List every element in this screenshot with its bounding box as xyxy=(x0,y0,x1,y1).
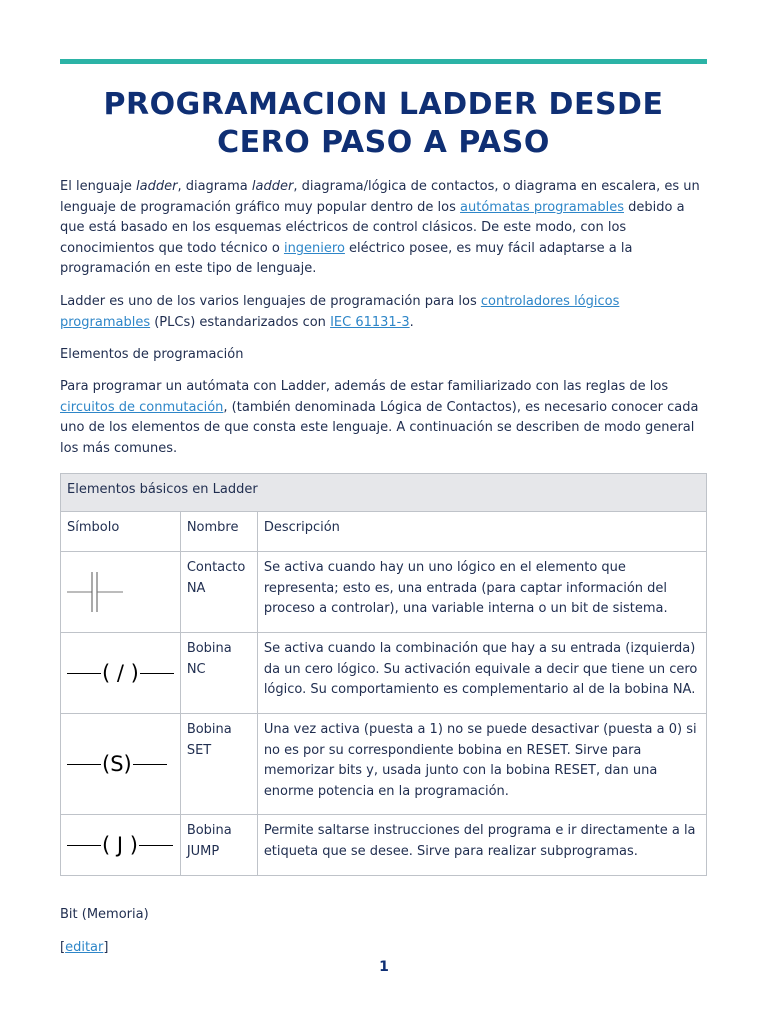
intro-italic-1: ladder xyxy=(136,179,178,194)
header-simbolo: Símbolo xyxy=(61,512,181,552)
coil-set-glyph: (S) xyxy=(102,751,132,776)
ladder-elements-table xyxy=(60,473,707,876)
page-number: 1 xyxy=(379,959,389,975)
intro-text-1: El lenguaje xyxy=(60,179,137,194)
top-accent-rule xyxy=(60,59,707,64)
wire-right xyxy=(139,845,173,846)
header-nombre: Nombre xyxy=(180,512,257,552)
element-name: Contacto NA xyxy=(180,552,257,633)
programming-text-2: , (también denominada Lógica de Contactos), es necesario conocer cada uno de los elementos de que consta este lenguaje. A continuación se describen de modo general los más comunes. xyxy=(60,399,699,456)
intro-text-4: debido a que está basado en los esquemas eléctricos de control clásicos. De este modo, con los conocimientos que todo técnico o xyxy=(60,199,685,256)
plc-text-1: Ladder es uno de los varios lenguajes de programación para los xyxy=(60,294,481,309)
coil-set-symbol xyxy=(67,751,174,776)
element-description: Una vez activa (puesta a 1) no se puede desactivar (puesta a 0) si no es por su correspondiente bobina en RESET. Sirve para memorizar bits y, usada junto con la bobina RESET, dan una enorme potencia en la programación. xyxy=(257,714,706,815)
coil-nc-glyph: ( / ) xyxy=(102,660,139,685)
wire-right xyxy=(133,764,167,765)
wire-right xyxy=(140,673,174,674)
element-description: Se activa cuando la combinación que hay a su entrada (izquierda) da un cero lógico. Su activación equivale a decir que tiene un cero lógico. Su comportamiento es complementario al de la bobina NA. xyxy=(257,633,706,714)
plc-text-2: (PLCs) estandarizados con xyxy=(150,314,331,330)
programming-paragraph xyxy=(60,377,707,459)
intro-text-2: , diagrama xyxy=(177,179,252,194)
symbol-cell xyxy=(61,552,181,633)
intro-italic-2: ladder xyxy=(251,179,294,194)
elements-heading: Elementos de programación xyxy=(60,347,244,362)
table-header-row xyxy=(61,512,707,552)
table-row xyxy=(61,714,707,815)
link-automatas-programables[interactable]: autómatas programables xyxy=(460,199,624,215)
page-title: PROGRAMACION LADDER DESDE CERO PASO A PASO xyxy=(103,87,664,160)
edit-link[interactable]: editar xyxy=(65,940,104,955)
edit-bracket-open: [ xyxy=(60,940,66,955)
plc-text-3: . xyxy=(409,314,414,330)
table-row xyxy=(61,633,707,714)
table-caption-row xyxy=(61,474,707,512)
coil-jump-symbol xyxy=(67,832,174,857)
edit-section xyxy=(60,938,707,959)
symbol-cell xyxy=(61,633,181,714)
wire-left xyxy=(67,764,101,765)
edit-bracket-close: ] xyxy=(103,940,109,955)
element-name: Bobina NC xyxy=(180,633,257,714)
element-description: Permite saltarse instrucciones del programa e ir directamente a la etiqueta que se desee. Sirve para realizar subprogramas. xyxy=(257,815,706,876)
link-iec-61131-3[interactable]: IEC 61131-3 xyxy=(330,314,410,330)
header-descripcion: Descripción xyxy=(257,512,706,552)
symbol-cell xyxy=(61,714,181,815)
coil-jump-glyph: ( J ) xyxy=(102,832,138,857)
intro-text-5: eléctrico posee, es muy fácil adaptarse a la programación en este tipo de lenguaje. xyxy=(60,240,633,277)
plc-paragraph xyxy=(60,292,707,333)
link-ingeniero[interactable]: ingeniero xyxy=(283,240,345,256)
programming-text-1: Para programar un autómata con Ladder, además de estar familiarizado con las reglas de los xyxy=(60,379,669,394)
coil-nc-symbol xyxy=(67,660,174,685)
table-row xyxy=(61,552,707,633)
bit-heading: Bit (Memoria) xyxy=(60,907,149,922)
table-row xyxy=(61,815,707,876)
link-circuitos-conmutacion[interactable]: circuitos de conmutación xyxy=(60,399,224,415)
wire-left xyxy=(67,845,101,846)
intro-text-3: , diagrama/lógica de contactos, o diagrama en escalera, es un lenguaje de programación gráfico muy popular dentro de los xyxy=(60,179,700,215)
table-caption: Elementos básicos en Ladder xyxy=(61,474,707,512)
element-name: Bobina SET xyxy=(180,714,257,815)
contact-na-icon xyxy=(67,569,125,615)
symbol-cell xyxy=(61,815,181,876)
link-controladores-logicos[interactable]: controladores lógicos programables xyxy=(60,294,620,330)
element-name: Bobina JUMP xyxy=(180,815,257,876)
element-description: Se activa cuando hay un uno lógico en el elemento que representa; esto es, una entrada (para captar información del proceso a controlar), una variable interna o un bit de sistema. xyxy=(257,552,706,633)
intro-paragraph xyxy=(60,177,707,280)
wire-left xyxy=(67,673,101,674)
